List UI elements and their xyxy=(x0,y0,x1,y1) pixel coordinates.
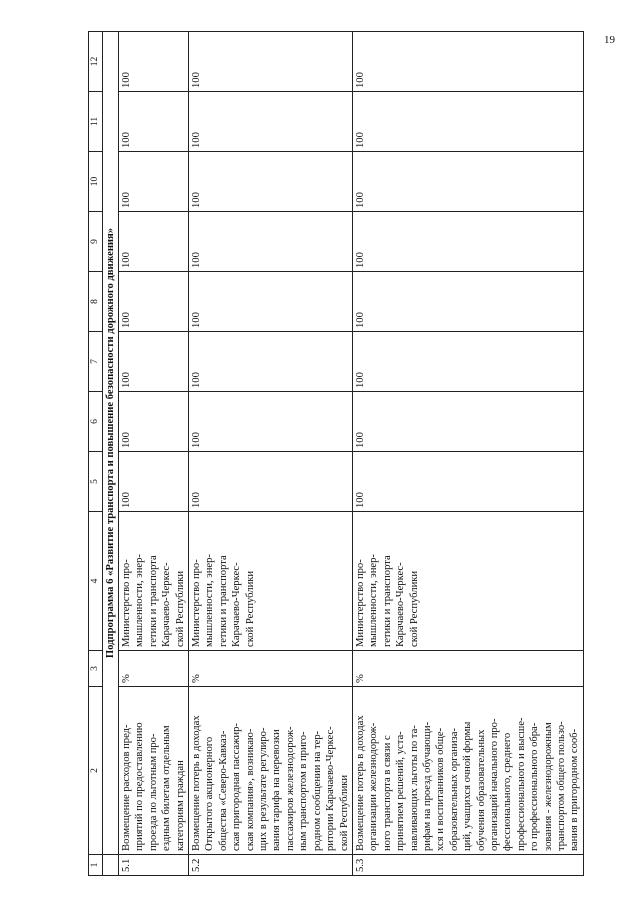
column-number-row xyxy=(89,32,103,876)
table-row xyxy=(119,32,189,876)
value-cell: 100 xyxy=(189,392,353,452)
indicator-table xyxy=(88,31,584,876)
unit: % xyxy=(352,651,583,687)
value-cell: 100 xyxy=(352,92,583,152)
col-number: 1 xyxy=(89,855,103,876)
rotated-table-area xyxy=(88,32,581,876)
unit: % xyxy=(119,651,189,687)
col-number: 3 xyxy=(89,651,103,687)
value-cell: 100 xyxy=(119,392,189,452)
indicator-name: Возмещение потерь в доходах Открытого акционерного общества «Северо-Кавказ- ская пригородная пассажир- ская компания», возникаю- щих в результате регулиро- вания тарифа на перевозки пассажиров железнодорож- ным транспортом в приго- родном сообщении на тер- ритории Карачаево-Черкес- ской Республики xyxy=(189,687,353,855)
col-number: 2 xyxy=(89,687,103,855)
value-cell: 100 xyxy=(352,452,583,512)
rotated-page-content xyxy=(88,32,581,876)
executor: Министерство про- мышленности, энер- гетики и транспорта Карачаево-Черкес- ской Республики xyxy=(352,512,583,651)
col-number: 10 xyxy=(89,152,103,212)
value-cell: 100 xyxy=(119,152,189,212)
col-number: 11 xyxy=(89,92,103,152)
value-cell: 100 xyxy=(119,32,189,92)
value-cell: 100 xyxy=(119,332,189,392)
row-number: 5.3 xyxy=(352,855,583,876)
value-cell: 100 xyxy=(119,272,189,332)
row-number: 5.1 xyxy=(119,855,189,876)
value-cell: 100 xyxy=(119,212,189,272)
value-cell: 100 xyxy=(352,152,583,212)
value-cell: 100 xyxy=(352,272,583,332)
indicator-name: Возмещение потерь в доходах организации железнодорож- ного транспорта в связи с принятием решений, уста- навливающих льготы по та- рифам на проезд обучающи- хся и воспитанников обще- образовательных организа- ций, учащихся очной формы обучения образовательных организаций начального про- фессионального, среднего профессионального и высше- го профессионального обра- зования - железнодорожным транспортом общего пользо- вания в пригородном сооб- xyxy=(352,687,583,855)
col-number: 6 xyxy=(89,392,103,452)
value-cell: 100 xyxy=(119,92,189,152)
subprogram-title: Подпрограмма 6 «Развитие транспорта и повышение безопасности дорожного движения» xyxy=(103,32,119,855)
value-cell: 100 xyxy=(352,332,583,392)
value-cell: 100 xyxy=(189,152,353,212)
col-number: 12 xyxy=(89,32,103,92)
value-cell: 100 xyxy=(352,212,583,272)
col-number: 7 xyxy=(89,332,103,392)
subprogram-row xyxy=(103,32,119,876)
page-number: 19 xyxy=(604,34,615,46)
value-cell: 100 xyxy=(352,32,583,92)
value-cell: 100 xyxy=(119,452,189,512)
value-cell: 100 xyxy=(189,92,353,152)
row-number: 5.2 xyxy=(189,855,353,876)
value-cell: 100 xyxy=(189,452,353,512)
executor: Министерство про- мышленности, энер- гетики и транспорта Карачаево-Черкес- ской Республики xyxy=(119,512,189,651)
col-number: 8 xyxy=(89,272,103,332)
col-number: 9 xyxy=(89,212,103,272)
executor: Министерство про- мышленности, энер- гетики и транспорта Карачаево-Черкес- ской Республики xyxy=(189,512,353,651)
col-number: 5 xyxy=(89,452,103,512)
value-cell: 100 xyxy=(189,212,353,272)
unit: % xyxy=(189,651,353,687)
table-row xyxy=(352,32,583,876)
table-row xyxy=(189,32,353,876)
value-cell: 100 xyxy=(189,332,353,392)
indicator-name: Возмещение расходов пред- приятий по предоставлению проезда по льготным про- ездным билетам отдельным категориям граждан xyxy=(119,687,189,855)
value-cell: 100 xyxy=(189,32,353,92)
col-number: 4 xyxy=(89,512,103,651)
value-cell: 100 xyxy=(352,392,583,452)
value-cell: 100 xyxy=(189,272,353,332)
